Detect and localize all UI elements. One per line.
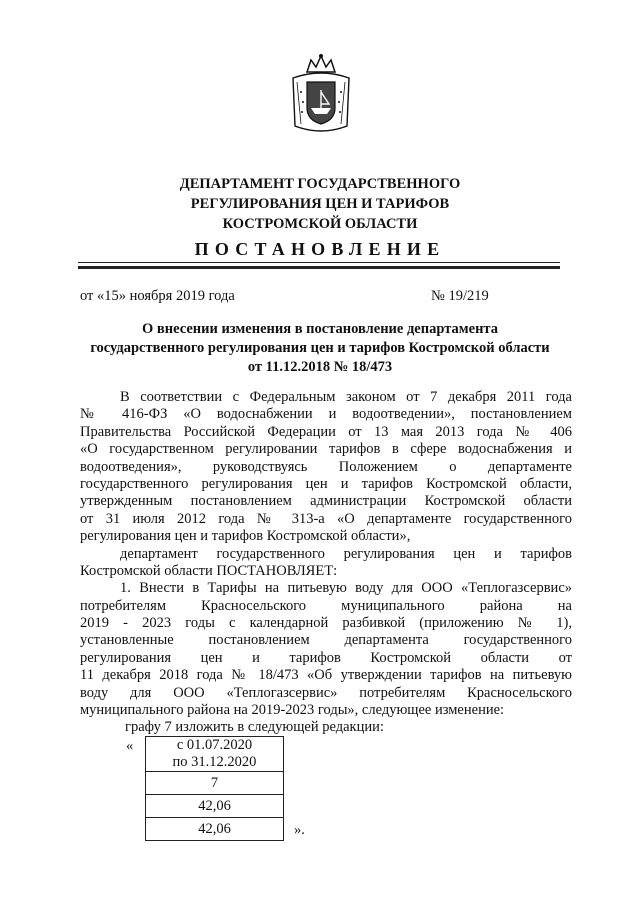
period-to: по 31.12.2020	[172, 754, 257, 770]
body-line: от 31 июля 2012 года № 313-а «О департаменте государственного	[80, 510, 572, 527]
coat-of-arms-icon	[287, 52, 355, 136]
header-rule-thin	[78, 262, 560, 263]
body-line: Костромской области ПОСТАНОВЛЯЕТ:	[80, 562, 338, 579]
body-line: № 416-ФЗ «О водоснабжении и водоотведении», постановлением	[80, 406, 572, 423]
body-line: муниципального района на 2019-2023 годы», следующее изменение:	[80, 702, 505, 719]
body-line: 1. Внести в Тарифы на питьевую воду для ООО «Теплогазсервис»	[120, 580, 572, 597]
body-line: государственного регулирования цен и тарифов Костромской области,	[80, 475, 572, 492]
document-type: ПОСТАНОВЛЕНИЕ	[194, 239, 446, 259]
subject-line: государственного регулирования цен и тарифов Костромской области	[90, 340, 550, 356]
body-line: воду для ООО «Теплогазсервис» потребителям Красносельского	[80, 684, 572, 701]
body-line: департамент государственного регулирования цен и тарифов	[120, 545, 572, 562]
department-line: РЕГУЛИРОВАНИЯ ЦЕН И ТАРИФОВ	[190, 196, 450, 212]
table-row	[146, 737, 284, 772]
body-line: регулирования цен и тарифов Костромской области от	[80, 649, 572, 666]
department-name	[0, 174, 640, 234]
body-line: «О государственном регулировании тарифов в сфере водоснабжения и	[80, 441, 572, 458]
table-row	[146, 772, 284, 795]
header-rule-thick	[78, 266, 560, 269]
table-cell-period	[146, 737, 284, 772]
quote-close: ».	[294, 822, 305, 838]
table-row	[146, 795, 284, 818]
subject-line: от 11.12.2018 № 18/473	[247, 359, 393, 375]
table-cell-value: 42,06	[146, 795, 284, 818]
column-7-table	[145, 736, 284, 841]
body-line: регулирования цен и тарифов Костромской области»,	[80, 528, 411, 545]
body-line: водоотведения», руководствуясь Положением о департаменте	[80, 458, 572, 475]
table-cell-column-number: 7	[146, 772, 284, 795]
body-line: потребителям Красносельского муниципального района на	[80, 597, 572, 614]
quote-open: «	[126, 738, 134, 754]
body-line: установленные постановлением департамента государственного	[80, 632, 572, 649]
document-number: № 19/219	[431, 288, 489, 304]
document-subject	[0, 320, 640, 377]
department-line: ДЕПАРТАМЕНТ ГОСУДАРСТВЕННОГО	[179, 176, 461, 192]
body-line: 11 декабря 2018 года № 18/473 «Об утверждении тарифов на питьевую	[80, 667, 572, 684]
body-line: утвержденным постановлением администрации Костромской области	[80, 493, 572, 510]
table-cell-value: 42,06	[146, 818, 284, 841]
period-from: с 01.07.2020	[176, 737, 253, 753]
body-line: Правительства Российской Федерации от 13 мая 2013 года № 406	[80, 423, 572, 440]
document-body	[80, 389, 572, 737]
body-line: графу 7 изложить в следующей редакции:	[125, 719, 384, 736]
body-line: В соответствии с Федеральным законом от 7 декабря 2011 года	[120, 389, 572, 405]
body-line: 2019 - 2023 годы с календарной разбивкой (приложению № 1),	[80, 615, 572, 632]
table-row	[146, 818, 284, 841]
document-date: от «15» ноября 2019 года	[80, 288, 235, 304]
department-line: КОСТРОМСКОЙ ОБЛАСТИ	[222, 216, 418, 232]
subject-line: О внесении изменения в постановление департамента	[142, 321, 498, 337]
